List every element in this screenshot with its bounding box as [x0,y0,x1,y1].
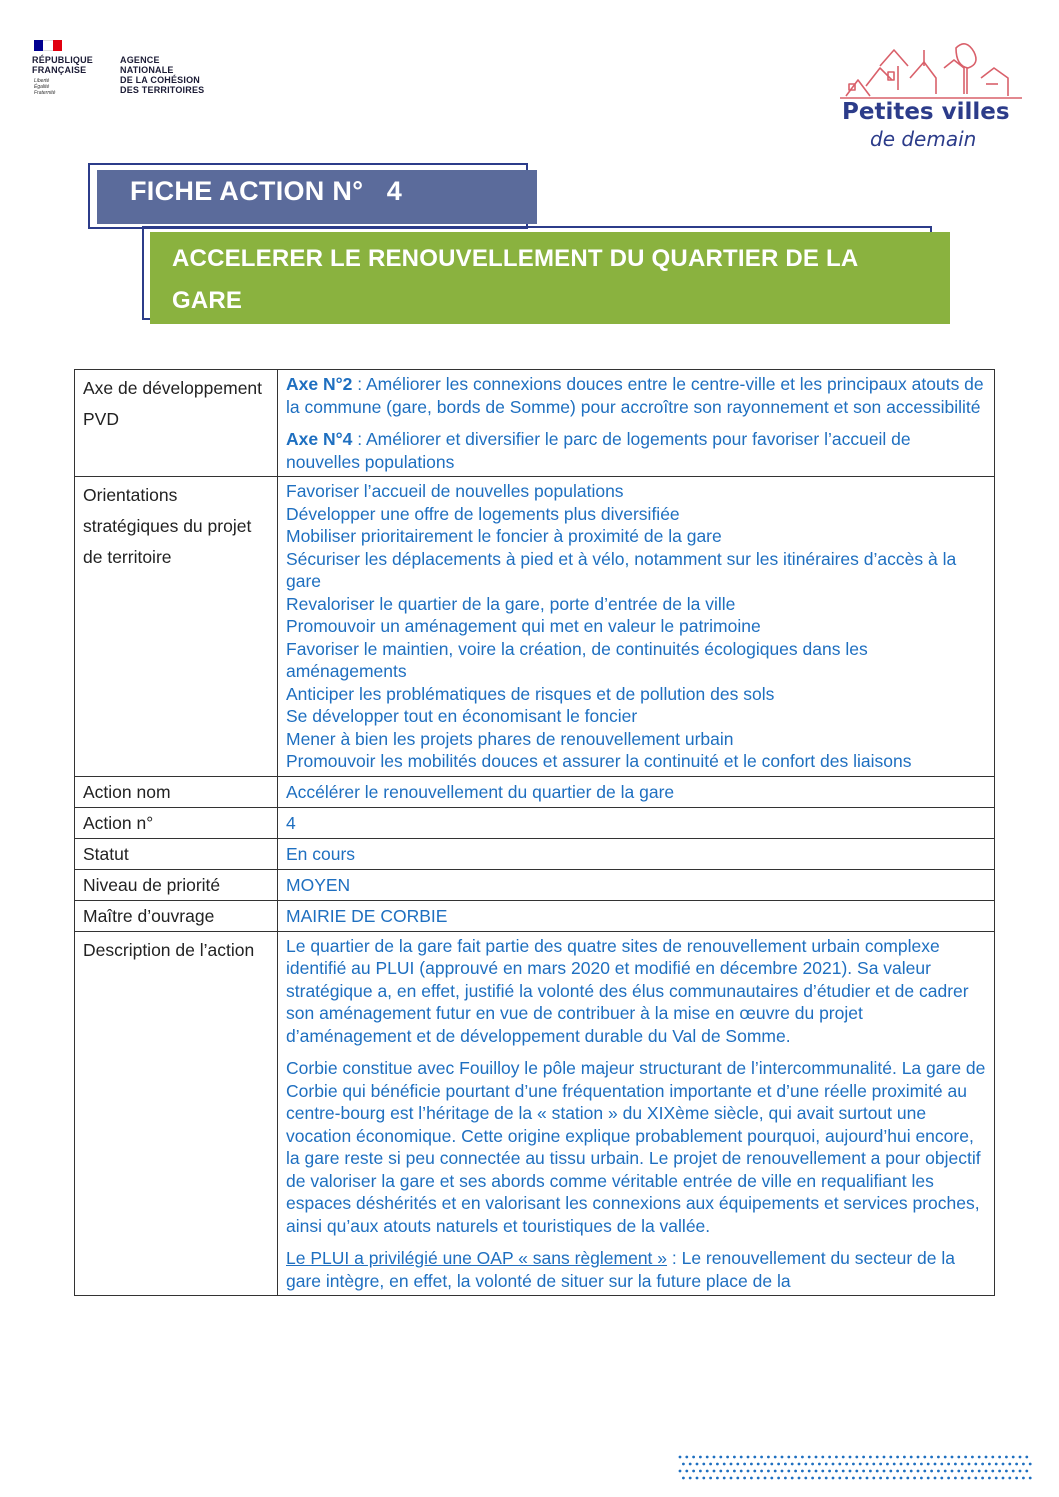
table-row-action-nom [75,776,995,807]
table-row-maitre-ouvrage [75,900,995,931]
orientation-item: Favoriser le maintien, voire la création, de continuités écologiques dans les aménagements [286,638,868,681]
row-label: Niveau de priorité [75,869,278,900]
description-paragraph: Le quartier de la gare fait partie des quatre sites de renouvellement urbain complexe identifié au PLUI (approuvé en mars 2020 et modifié en décembre 2021). Sa valeur stratégique a, en effet, justifié la volonté des élus communautaires d’étudier et de cadrer son aménagement futur en vue de contribuer à la mise en œuvre du projet d’aménagement et de développement durable du Val de Somme. [286,935,969,1046]
republique-francaise: RÉPUBLIQUE FRANÇAISE [32,55,94,75]
orientation-item: Promouvoir un aménagement qui met en valeur le patrimoine [286,616,761,636]
description-paragraph [286,1247,986,1292]
table-row-description [75,931,995,1296]
fiche-table [74,369,995,1296]
orientation-item: Développer une offre de logements plus diversifiée [286,503,680,524]
rf-anct-header [32,40,232,110]
orientation-item: Anticiper les problématiques de risques et de pollution des sols [286,683,775,704]
orientation-item: Favoriser l’accueil de nouvelles populations [286,481,624,501]
table-row-orientations [75,477,995,777]
table-row-axe [75,370,995,477]
row-value: En cours [278,838,995,869]
orientation-item: Mobiliser prioritairement le foncier à proximité de la gare [286,526,722,546]
table-row-action-num [75,807,995,838]
table-row-statut [75,838,995,869]
row-label: Description de l’action [75,931,278,1296]
row-label: Statut [75,838,278,869]
anct-name: AGENCE NATIONALE DE LA COHÉSION DES TERRITOIRES [120,55,205,95]
row-label: Orientations stratégiques du projet de territoire [75,477,278,777]
fiche-action-title: FICHE ACTION N° 4 [130,176,403,206]
orientation-item: Se développer tout en économisant le foncier [286,706,638,726]
axe-4-text: : Améliorer et diversifier le parc de logements pour favoriser l’accueil de nouvelles populations [286,429,911,472]
row-value: MOYEN [278,869,995,900]
row-label: Action nom [75,776,278,807]
footer-dots-pattern [676,1453,1036,1483]
orientation-item: Promouvoir les mobilités douces et assurer la continuité et le confort des liaisons [286,751,912,771]
row-value: MAIRIE DE CORBIE [278,900,995,931]
row-label: Action n° [75,807,278,838]
row-value [278,931,995,1296]
axe-2-heading: Axe N°2 [286,374,353,394]
row-value: 4 [278,807,995,838]
row-label: Axe de développement PVD [75,370,278,477]
logo-title: Petites villes [842,99,1010,125]
fiche-action-subtitle: ACCELERER LE RENOUVELLEMENT DU QUARTIER DE LA GARE [172,245,858,314]
table-row-priorite [75,869,995,900]
french-flag-icon [34,40,62,51]
description-paragraph: Corbie constitue avec Fouilloy le pôle majeur structurant de l’intercommunalité. La gare de Corbie qui bénéficie pourtant d’une fréquentation importante et d’une réelle proximité au centre-bourg est l’héritage de la « station » du XIXème siècle, qui avait surtout une vocation économique. Cette origine explique probablement pourquoi, aujourd’hui encore, la gare reste si peu connectée au tissu urbain. Le projet de renouvellement a pour objectif de valoriser la gare et ses abords comme véritable entrée de ville en requalifiant les espaces déshérités et en valorisant les connexions aux équipements et services proches, ainsi qu’aux atouts naturels et touristiques de la vallée. [286,1058,986,1236]
row-label: Maître d’ouvrage [75,900,278,931]
orientation-item: Sécuriser les déplacements à pied et à vélo, notamment sur les itinéraires d’accès à la gare [286,548,957,591]
row-value [278,477,995,777]
axe-4-heading: Axe N°4 [286,429,353,449]
row-value [278,370,995,477]
oap-text: : Le renouvellement du secteur de la gare intègre, en effet, la volonté de situer sur la future place de la [286,1248,955,1291]
axe-2-text: : Améliorer les connexions douces entre le centre-ville et les principaux atouts de la commune (gare, bords de Somme) pour accroître son rayonnement et son accessibilité [286,374,984,417]
republique-motto: Liberté Égalité Fraternité [34,78,56,96]
axe-2 [286,373,986,418]
logo-subtitle: de demain [870,127,977,151]
row-value: Accélérer le renouvellement du quartier de la gare [278,776,995,807]
orientation-item: Mener à bien les projets phares de renouvellement urbain [286,728,734,749]
oap-heading: Le PLUI a privilégié une OAP « sans règlement » [286,1248,668,1268]
axe-4 [286,428,986,473]
orientation-item: Revaloriser le quartier de la gare, porte d’entrée de la ville [286,593,736,614]
